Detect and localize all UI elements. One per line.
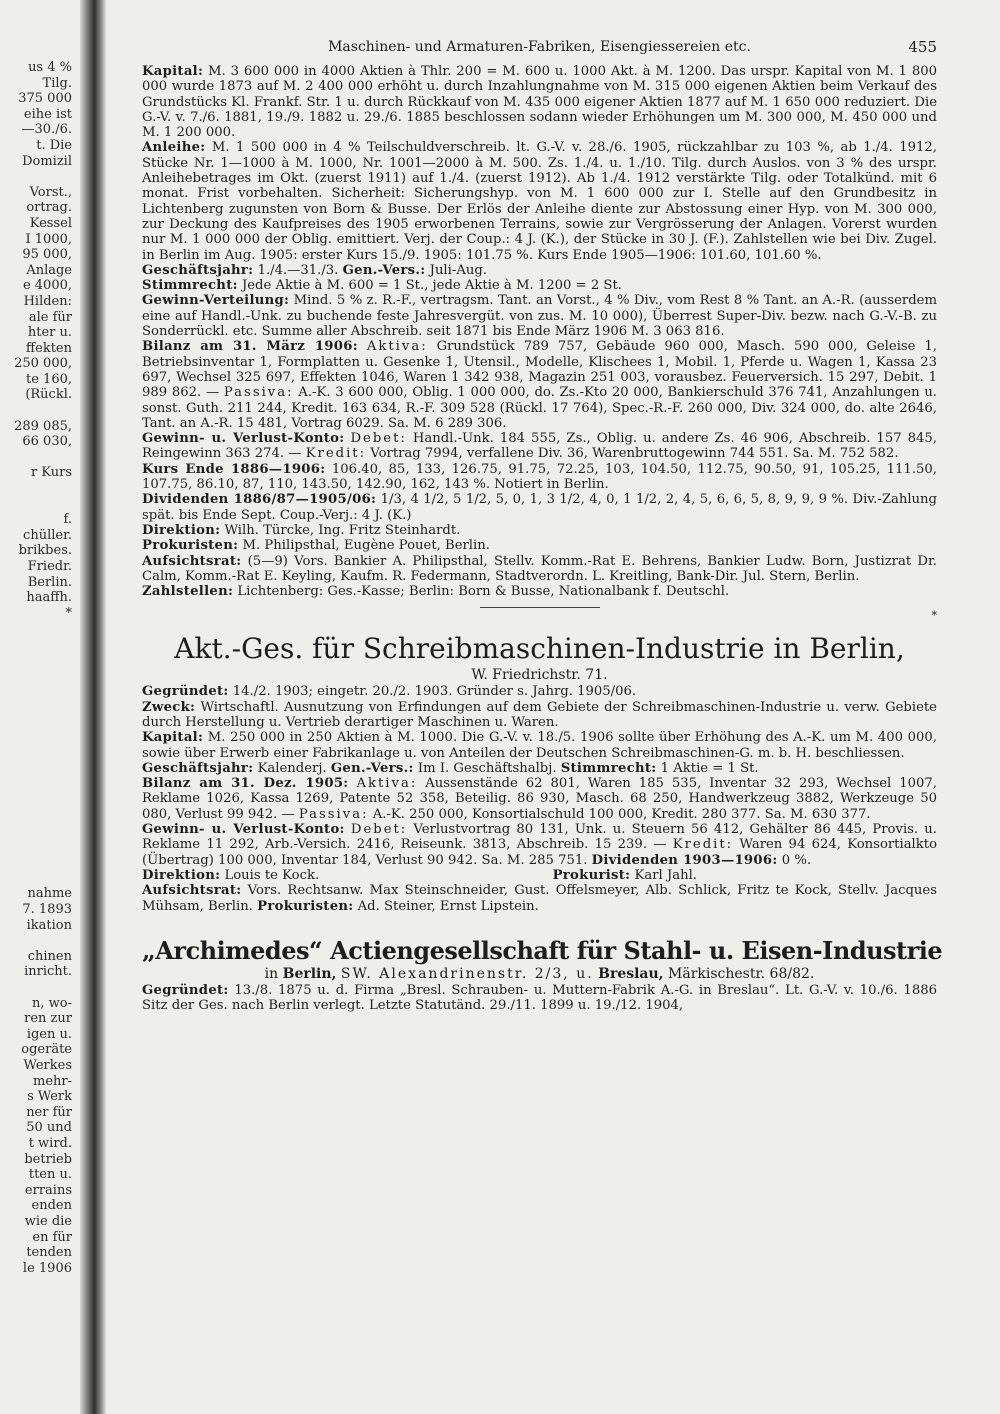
- margin-line: te 160,: [26, 371, 72, 387]
- margin-line: inricht.: [24, 964, 72, 980]
- margin-line: [0, 684, 72, 700]
- company-address: W. Friedrichstr. 71.: [471, 667, 608, 684]
- margin-line: wie die: [24, 1213, 72, 1229]
- company-address: in Berlin, SW. Alexandrinenstr. 2/3, u. Breslau, Märkischestr. 68/82.: [264, 965, 815, 982]
- anleihe-paragraph: Anleihe: M. 1 500 000 in 4 % Teilschuldverschreib. lt. G.-V. v. 28./6. 1905, rückzahlbar zu 103 %, ab 1./4. 1912, Stücke Nr. 1—1000 à M. 1000, Nr. 1001—2000 à M. 500. Zs. 1./4. u. 1./10. Tilg. durch Auslos. von 3 % des urspr. Anleihebetrages im Okt. (zuerst 1911) auf 1./4. (zuerst 1912). Ab 1./4. 1912 verstärkte Tilg. oder Totalkünd. mit 6 monat. Frist vorbehalten. Sicherheit: Sicherungshyp. von M. 1 600 000 zur I. Stelle auf den Grundbesitz in Lichtenberg zugunsten von Born & Busse. Der Erlös der Anleihe diente zur Abstossung einer Hyp. von M. 300 000, zur Deckung des Kaufpreises des 1905 erworbenen Terrains, sowie zur Vergrösserung der Anlagen. Vorerst wurden nur M. 1 000 000 der Oblig. emittiert. Verj. der Coup.: 4 J. (K.), der Stücke in 30 J. (F.). Zahlstellen wie bei Div. Zugel. in Berlin im Aug. 1905: erster Kurs 15./9. 1905: 101.75 %. Kurs Ende 1905—1906: 101.60, 101.60 %.: [142, 140, 937, 263]
- margin-line: 375 000: [18, 91, 72, 107]
- margin-line: *: [65, 605, 72, 621]
- margin-line: us 4 %: [28, 60, 72, 75]
- margin-line: I 1000,: [25, 231, 72, 247]
- margin-line: Anlage: [26, 262, 72, 278]
- margin-line: haaffh.: [26, 590, 72, 606]
- margin-line: [0, 746, 72, 762]
- gegruendet-paragraph: Gegründet: 13./8. 1875 u. d. Firma „Bresl. Schrauben- u. Muttern-Fabrik A.-G. in Breslau“. Lt. G.-V. v. 10./6. 1886 Sitz der Ges. nach Berlin verlegt. Letzte Statutänd. 29./11. 1899 u. 19./12. 1904,: [142, 982, 937, 1014]
- bilanz-paragraph: Bilanz am 31. März 1906: Aktiva: Grundstück 789 757, Gebäude 960 000, Masch. 590 000, Geleise 1, Betriebsinventar 1, Formplatten u. Gesenke 1, Utensil., Modelle, Klischees 1, Mobil. 1, Pferde u. Wagen 1, Kassa 23 697, Wechsel 325 697, Effekten 1046, Waren 1 342 938, Magazin 251 003, vorausbez. Feuerversich. 15 297, Debit. 1 989 862. — Passiva: A.-K. 3 600 000, Oblig. 1 000 000, do. Zs.-Kto 20 000, Bankierschuld 376 741, Anzahlungen u. sonst. Guth. 211 244, Kredit. 163 634, R.-F. 309 528 (Rückl. 17 764), Spec.-R.-F. 260 000, Div. 324 000, do. alte 2646, Tant. an A.-R. 15 481, Vortrag 6029. Sa. M. 6 289 306.: [142, 339, 938, 431]
- margin-line: [0, 777, 72, 793]
- margin-line: tten u.: [28, 1167, 72, 1183]
- margin-line: [0, 169, 72, 185]
- margin-line: [0, 653, 72, 669]
- margin-line: 95 000,: [22, 247, 72, 263]
- margin-line: tenden: [26, 1245, 72, 1261]
- margin-line: chinen: [27, 948, 72, 964]
- margin-line: [0, 793, 72, 809]
- adjacent-page-fragment: [0, 60, 72, 1276]
- margin-line: [0, 762, 72, 778]
- margin-line: Tilg.: [42, 75, 72, 91]
- zweck-paragraph: Zweck: Wirtschaftl. Ausnutzung von Erfindungen auf dem Gebiete der Schreibmaschinen-Industrie u. verw. Gebiete durch Herstellung u. Vertrieb derartiger Maschinen u. Waren.: [142, 699, 937, 730]
- header-title: Maschinen- und Armaturen-Fabriken, Eisengiessereien etc.: [328, 39, 751, 55]
- margin-line: Domizil: [22, 153, 72, 169]
- margin-line: [0, 699, 72, 715]
- direktion-paragraph: Direktion: Wilh. Türcke, Ing. Fritz Steinhardt.: [142, 522, 461, 538]
- margin-line: t wird.: [28, 1135, 72, 1151]
- margin-line: 50 und: [26, 1120, 72, 1136]
- margin-line: [0, 933, 72, 949]
- prokuristen-paragraph: Prokuristen: M. Philipsthal, Eugène Pouet, Berlin.: [142, 538, 490, 554]
- bilanz-paragraph: Bilanz am 31. Dez. 1905: Aktiva: Aussenstände 62 801, Waren 185 535, Inventar 32 293, Wechsel 1007, Reklame 1026, Kassa 1269, Patente 52 358, Beteilig. 86 930, Masch. 68 250, Handwerkzeug 3882, Werkzeuge 50 080, Verlust 99 942. — Passiva: A.-K. 250 000, Konsortialschuld 100 000, Kredit. 280 377. Sa. M. 630 377.: [142, 776, 937, 822]
- zahlstellen-paragraph: Zahlstellen: Lichtenberg: Ges.-Kasse; Berlin: Born & Busse, Nationalbank f. Deutschl.: [142, 584, 730, 600]
- margin-line: [0, 481, 72, 497]
- margin-line: 66 030,: [22, 434, 72, 450]
- margin-line: Vorst.,: [29, 184, 72, 200]
- margin-line: ner für: [26, 1104, 72, 1120]
- margin-line: [0, 621, 72, 637]
- margin-line: t. Die: [36, 137, 72, 153]
- margin-line: [0, 824, 72, 840]
- margin-line: errains: [24, 1182, 72, 1198]
- geschaeftsjahr-paragraph: Geschäftsjahr: Kalenderj. Gen.-Vers.: Im I. Geschäftshalbj. Stimmrecht: 1 Aktie = 1 St.: [142, 760, 759, 776]
- margin-line: [0, 403, 72, 419]
- margin-line: f.: [63, 512, 72, 528]
- margin-line: —30./6.: [21, 122, 72, 138]
- margin-line: Friedr.: [27, 559, 72, 574]
- margin-line: 7. 1893: [22, 902, 72, 918]
- company-title: Akt.-Ges. für Schreibmaschinen-Industrie in Berlin,: [174, 632, 905, 666]
- margin-line: Berlin.: [27, 574, 72, 590]
- kapital-paragraph: Kapital: M. 3 600 000 in 4000 Aktien à Thlr. 200 = M. 600 u. 1000 Akt. à M. 1200. Das urspr. Kapital von M. 1 800 000 wurde 1873 auf M. 2 400 000 erhöht u. durch Inzahlungnahme von M. 315 000 eigenen Aktien beim Verkauf des Grundstücks Kl. Frankf. Str. 1 u. durch Rückkauf von M. 435 000 eigener Aktien 1877 auf M. 1 650 000 reduziert. Die G.-V. v. 7./6. 1881, 19./9. 1882 u. 29./6. 1885 beschlossen sodann wieder Erhöhungen um M. 300 000, M. 450 000 und M. 1 200 000.: [142, 64, 937, 141]
- margin-line: enden: [31, 1198, 72, 1214]
- margin-line: Kessel: [29, 215, 72, 231]
- gewinnverteilung-paragraph: Gewinn-Verteilung: Mind. 5 % z. R.-F., vertragsm. Tant. an Vorst., 4 % Div., vom Rest 8 % Tant. an A.-R. (ausserdem eine auf Handl.-Unk. zu buchende feste Jahresvergüt. von zus. M. 10 000), Überrest Super-Div. bezw. nach G.-V.-B. zu Sonderrückl. etc. Summe aller Abschreib. seit 1871 bis Ende März 1906 M. 3 063 816.: [142, 293, 937, 340]
- margin-line: Werkes: [23, 1058, 72, 1073]
- aufsichtsrat-paragraph: Aufsichtsrat: Vors. Rechtsanw. Max Steinschneider, Gust. Offelsmeyer, Alb. Schlick, Fritz te Kock, Stellv. Jacques Mühsam, Berlin. Prokuristen: Ad. Steiner, Ernst Lipstein.: [142, 883, 937, 914]
- stimmrecht-paragraph: Stimmrecht: Jede Aktie à M. 600 = 1 St., jede Aktie à M. 1200 = 2 St.: [142, 278, 622, 294]
- kurs-paragraph: Kurs Ende 1886—1906: 106.40, 85, 133, 126.75, 91.75, 72.25, 103, 104.50, 112.75, 90.50, 91, 105.25, 111.50, 107.75, 86.10, 87, 110, 143.50, 142.90, 162, 143 %. Notiert in Berlin.: [142, 461, 937, 493]
- guv-paragraph: Gewinn- u. Verlust-Konto: Debet: Handl.-Unk. 184 555, Zs., Oblig. u. andere Zs. 46 906, Abschreib. 157 845, Reingewinn 363 274. — Kredit: Vortrag 7994, verfallene Div. 36, Warenbruttogewinn 744 551. Sa. M. 752 582.: [142, 431, 937, 462]
- aufsichtsrat-paragraph: Aufsichtsrat: (5—9) Vors. Bankier A. Philipsthal, Stellv. Komm.-Rat E. Behrens, Bankier Ludw. Born, Justizrat Dr. Calm, Komm.-Rat E. Keyling, Kaufm. R. Federmann, Stadtverordn. L. Kreitling, Bank-Dir. Jul. Stern, Berlin.: [142, 553, 937, 584]
- margin-line: n, wo-: [32, 995, 72, 1011]
- geschaeftsjahr-paragraph: Geschäftsjahr: 1./4.—31./3. Gen.-Vers.: Juli-Aug.: [142, 262, 487, 278]
- company-title: „Archimedes“ Actiengesellschaft für Stahl- u. Eisen-Industrie: [142, 935, 943, 965]
- margin-line: [0, 637, 72, 653]
- margin-line: ikation: [26, 917, 72, 933]
- gegruendet-paragraph: Gegründet: 14./2. 1903; eingetr. 20./2. 1903. Gründer s. Jahrg. 1905/06.: [142, 684, 637, 700]
- margin-line: [0, 731, 72, 747]
- margin-line: ffekten: [25, 340, 72, 356]
- dividenden-paragraph: Dividenden 1886/87—1905/06: 1/3, 4 1/2, 5 1/2, 5, 0, 1, 3 1/2, 4, 0, 1 1/2, 2, 4, 5, 6, 6, 5, 8, 9, 9, 9 %. Div.-Zahlung spät. bis Ende Sept. Coup.-Verj.: 4 J. (K.): [142, 492, 937, 523]
- margin-line: [0, 715, 72, 731]
- margin-line: le 1906: [22, 1260, 72, 1276]
- margin-line: hter u.: [27, 325, 72, 341]
- margin-line: eihe ist: [23, 106, 72, 122]
- margin-line: s Werk: [27, 1089, 72, 1105]
- margin-line: betrieb: [24, 1151, 72, 1167]
- company-entry-1: [142, 64, 938, 623]
- margin-line: [0, 871, 72, 887]
- kapital-label: Kapital:: [142, 64, 204, 79]
- margin-line: (Rückl.: [25, 387, 72, 403]
- company-entry-3: [142, 935, 943, 1014]
- running-header: [142, 40, 937, 64]
- margin-line: [0, 809, 72, 825]
- margin-line: [0, 855, 72, 871]
- margin-line: ale für: [28, 309, 72, 325]
- margin-line: 289 085,: [14, 418, 72, 434]
- margin-line: r Kurs: [30, 465, 72, 481]
- page-number: 455: [908, 38, 937, 56]
- margin-line: 250 000,: [14, 356, 72, 372]
- margin-line: ogeräte: [21, 1042, 72, 1058]
- margin-line: [0, 450, 72, 466]
- margin-line: e 4000,: [22, 278, 72, 294]
- margin-line: ortrag.: [26, 200, 72, 216]
- direktion-row: Direktion: Louis te Kock. Prokurist: Karl Jahl.: [142, 867, 697, 883]
- margin-line: [0, 497, 72, 513]
- margin-line: mehr-: [33, 1073, 72, 1089]
- kapital-paragraph: Kapital: M. 250 000 in 250 Aktien à M. 1000. Die G.-V. v. 18./5. 1906 sollte über Erhöhung des A.-K. um M. 400 000, sowie über Erwerb einer Fabrikanlage u. von Anteilen der Deutschen Schreibmaschinen-G. m. b. H. beschliessen.: [142, 730, 937, 761]
- guv-paragraph: Gewinn- u. Verlust-Konto: Debet: Verlustvortrag 80 131, Unk. u. Steuern 56 412, Gehälter 86 445, Provis. u. Reklame 11 292, Arb.-Versich. 2416, Reiseunk. 3813, Abschreib. 15 239. — Kredit: Waren 94 624, Konsortialkto (Übertrag) 100 000, Inventar 184, Verlust 90 942. Sa. M. 285 751. Dividenden 1903—1906: 0 %.: [142, 822, 938, 868]
- margin-line: [0, 840, 72, 856]
- margin-line: nahme: [27, 886, 72, 902]
- book-spine-gutter: [80, 0, 106, 1414]
- company-entry-2: [142, 632, 937, 913]
- margin-line: brikbes.: [18, 543, 72, 559]
- margin-line: igen u.: [26, 1026, 72, 1042]
- margin-line: Hilden:: [23, 293, 72, 309]
- document-page: [142, 38, 943, 1400]
- end-mark: *: [931, 609, 937, 623]
- margin-line: chüller.: [23, 527, 72, 543]
- margin-line: [0, 668, 72, 684]
- margin-line: en für: [32, 1229, 72, 1245]
- margin-line: ren zur: [24, 1011, 72, 1027]
- margin-line: [0, 980, 72, 996]
